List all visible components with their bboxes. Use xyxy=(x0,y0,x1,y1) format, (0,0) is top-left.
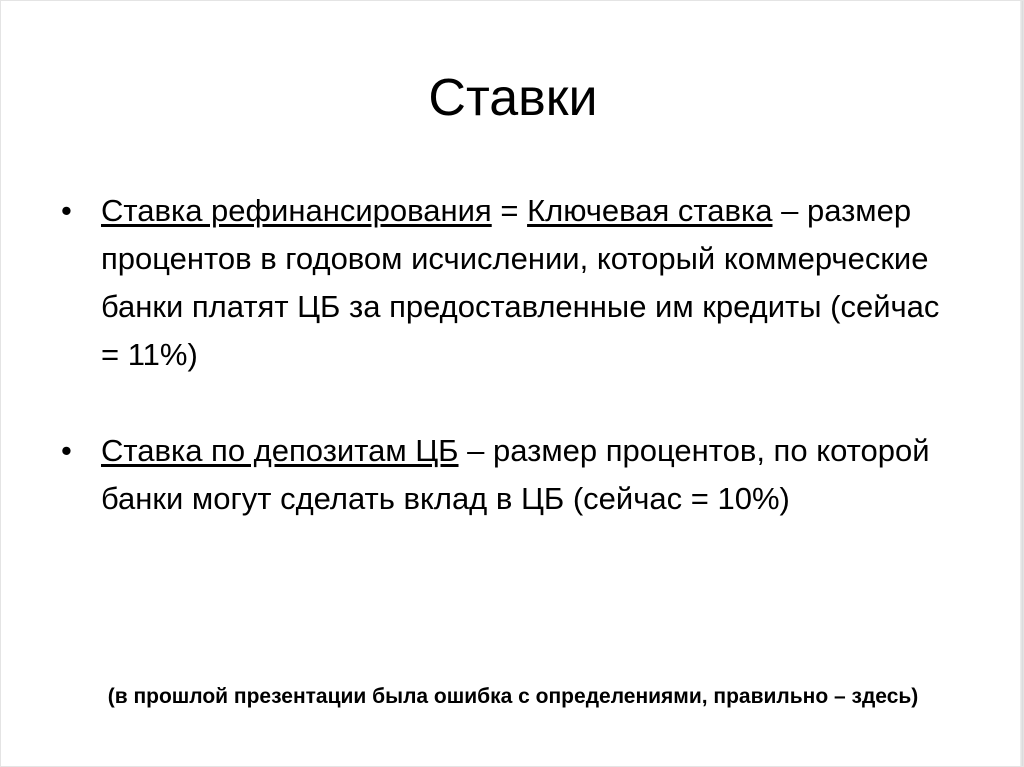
bullet-marker: • xyxy=(61,433,72,468)
term-refinancing-rate: Ставка рефинансирования xyxy=(101,193,492,228)
equals-sign: = xyxy=(491,193,528,228)
footnote: (в прошлой презентации была ошибка с определениями, правильно – здесь) xyxy=(107,685,919,708)
term-key-rate: Ключевая ставка xyxy=(527,193,773,228)
bullet-item-deposit-rate xyxy=(61,427,961,523)
bullet-item-refinancing-rate xyxy=(61,187,961,379)
bullet-list xyxy=(61,187,961,523)
definition-refinancing-rate: – размер процентов в годовом исчислении, который коммерческие банки платят ЦБ за предоставленные им кредиты (сейчас = 11%) xyxy=(101,193,940,372)
term-deposit-rate: Ставка по депозитам ЦБ xyxy=(101,433,459,468)
bullet-marker: • xyxy=(61,193,72,228)
definition-deposit-rate: – размер процентов, по которой банки могут сделать вклад в ЦБ (сейчас = 10%) xyxy=(101,433,930,516)
slide-title: Ставки xyxy=(428,69,598,127)
